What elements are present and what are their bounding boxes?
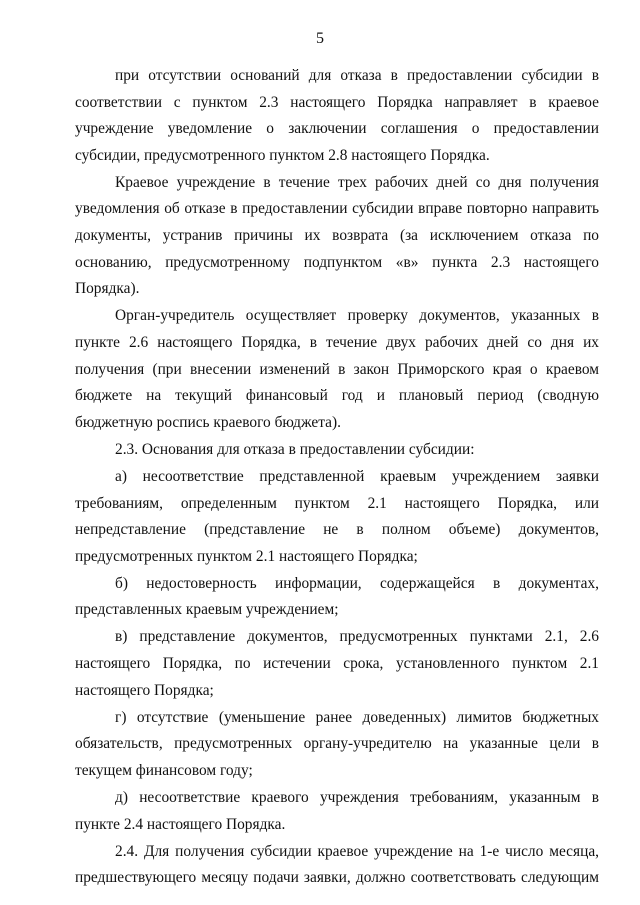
- section-2-4-paragraph: 2.4. Для получения субсидии краевое учреждение на 1-е число месяца, предшествующего месяцу подачи заявки, должно соответствовать следующим: [75, 842, 599, 887]
- list-item-a: а) несоответствие представленной краевым учреждением заявки требованиям, определенным пунктом 2.1 настоящего Порядка, или непредставление (представление не в полном объеме) документов, предусмотренных пунктом 2.1 настоящего Порядка;: [75, 467, 599, 565]
- page-number: 5: [316, 30, 324, 47]
- list-item-g: г) отсутствие (уменьшение ранее доведенных) лимитов бюджетных обязательств, предусмотренных органу-учредителю на указанные цели в текущем финансовом году;: [75, 708, 599, 779]
- list-item-b: б) недостоверность информации, содержащейся в документах, представленных краевым учреждением;: [75, 574, 599, 619]
- paragraph-document-check: Орган-учредитель осуществляет проверку документов, указанных в пункте 2.6 настоящего Порядка, в течение двух рабочих дней со дня их получения (при внесении изменений в закон Приморского края о краевом бюджете на текущий финансовый год и плановый период (сводную бюджетную роспись краевого бюджета).: [75, 307, 599, 431]
- list-item-v: в) представление документов, предусмотренных пунктами 2.1, 2.6 настоящего Порядка, по истечении срока, установленного пунктом 2.1 настоящего Порядка;: [75, 628, 599, 699]
- paragraph-notification: при отсутствии оснований для отказа в предоставлении субсидии в соответствии с пунктом 2.3 настоящего Порядка направляет в краевое учреждение уведомление о заключении соглашения о предоставлении субсидии, предусмотренного пунктом 2.8 настоящего Порядка.: [75, 67, 599, 164]
- list-item-d: д) несоответствие краевого учреждения требованиям, указанным в пункте 2.4 настоящего Порядка.: [75, 789, 599, 833]
- section-2-3-heading: 2.3. Основания для отказа в предоставлении субсидии:: [115, 440, 475, 458]
- paragraph-resubmission: Краевое учреждение в течение трех рабочих дней со дня получения уведомления об отказе в предоставлении субсидии вправе повторно направить документы, устранив причины их возврата (за исключением отказа по основанию, предусмотренному подпунктом «в» пункта 2.3 настоящего Порядка).: [75, 173, 599, 298]
- document-body: [75, 63, 599, 892]
